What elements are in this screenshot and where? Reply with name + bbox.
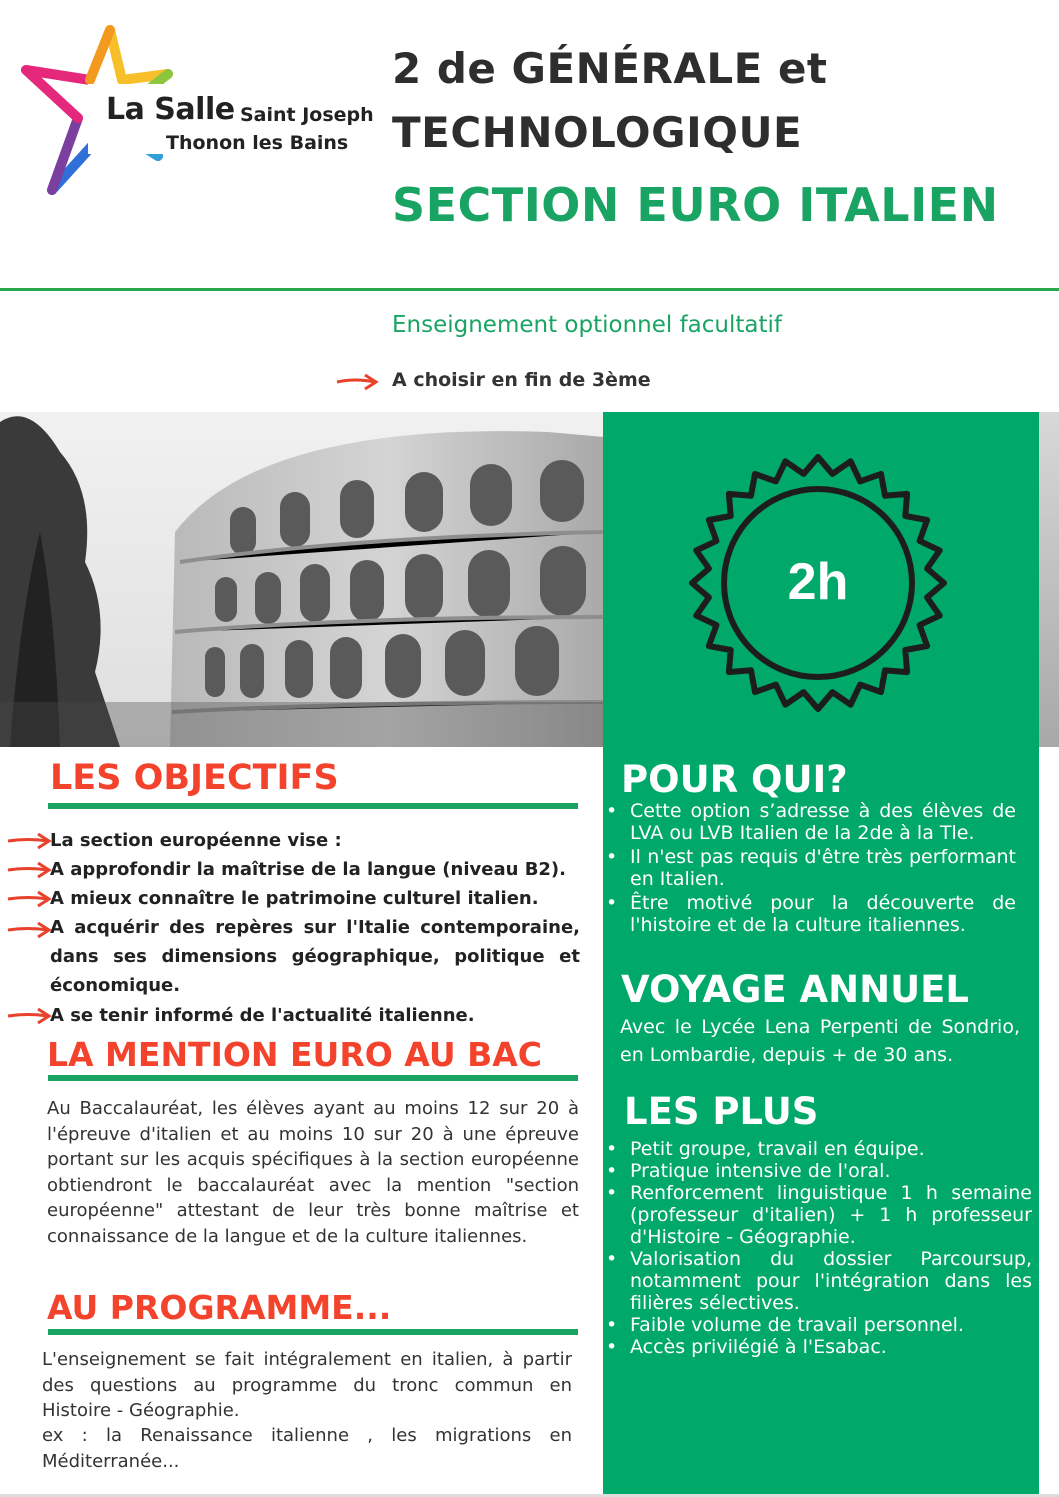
pour-qui-list xyxy=(606,800,1016,936)
photo-edge xyxy=(1038,412,1059,747)
objectif-item: A approfondir la maîtrise de la langue (niveau B2). xyxy=(50,859,566,880)
logo-school: Saint Joseph xyxy=(240,104,374,126)
les-plus-list xyxy=(606,1138,1032,1358)
list-item: • Cette option s’adresse à des élèves de LVA ou LVB Italien de la 2de à la Tle. xyxy=(606,800,1016,844)
list-item: • Valorisation du dossier Parcoursup, notamment pour l'intégration dans les filières sélectives. xyxy=(606,1248,1032,1314)
programme-heading: AU PROGRAMME... xyxy=(47,1288,392,1327)
voyage-text: Avec le Lycée Lena Perpenti de Sondrio, en Lombardie, depuis + de 30 ans. xyxy=(620,1016,1020,1066)
voyage-heading: VOYAGE ANNUEL xyxy=(621,968,969,1011)
list-item: • Renforcement linguistique 1 h semaine (professeur d'italien) + 1 h professeur d'Histoire - Géographie. xyxy=(606,1182,1032,1248)
programme-text: L'enseignement se fait intégralement en italien, à partir des questions au programme du tronc commun en Histoire - Géographie. xyxy=(42,1349,572,1421)
objectif-item: A acquérir des repères sur l'Italie contemporaine, dans ses dimensions géographique, politique et économique. xyxy=(50,917,580,996)
page-title-line2: TECHNOLOGIQUE xyxy=(392,108,803,157)
mention-text: Au Baccalauréat, les élèves ayant au moins 12 sur 20 à l'épreuve d'italien et au moins 10 sur 20 à une épreuve portant sur les acquis spécifiques à la section européenne obtiendront le baccalauréat avec la mention "section européenne" attestant de leur très bonne maîtrise et connaissance de la langue et de la culture italiennes. xyxy=(47,1098,579,1247)
objectif-intro: La section européenne vise : xyxy=(50,830,342,851)
arrow-right-icon xyxy=(335,372,379,396)
pour-qui-heading: POUR QUI? xyxy=(621,758,848,801)
logo-city: Thonon les Bains xyxy=(166,132,349,154)
list-item: • Faible volume de travail personnel. xyxy=(606,1314,1032,1336)
objectif-item: A se tenir informé de l'actualité italienne. xyxy=(50,1005,475,1026)
list-item: • Petit groupe, travail en équipe. xyxy=(606,1138,1032,1160)
choose-note: A choisir en fin de 3ème xyxy=(392,369,651,391)
arrow-right-icon xyxy=(6,1007,52,1029)
objectifs-heading: LES OBJECTIFS xyxy=(50,758,339,798)
objectifs-underline xyxy=(48,803,578,809)
list-item: • Être motivé pour la découverte de l'histoire et de la culture italiennes. xyxy=(606,892,1016,936)
programme-underline xyxy=(48,1329,578,1335)
logo-name: La Salle xyxy=(106,92,235,127)
header-divider xyxy=(0,288,1059,291)
list-item: • Accès privilégié à l'Esabac. xyxy=(606,1336,1032,1358)
hours-badge: 2h xyxy=(787,553,849,611)
arrow-right-icon xyxy=(6,921,52,943)
colosseum-photo xyxy=(0,412,604,747)
arrow-right-icon xyxy=(6,832,52,854)
page-title-line1: 2 de GÉNÉRALE et xyxy=(392,44,828,93)
arrow-right-icon xyxy=(6,861,52,883)
list-item: • Il n'est pas requis d'être très performant en Italien. xyxy=(606,846,1016,890)
list-item: • Pratique intensive de l'oral. xyxy=(606,1160,1032,1182)
page-title-section: SECTION EURO ITALIEN xyxy=(392,178,999,232)
arrow-right-icon xyxy=(6,890,52,912)
mention-underline xyxy=(48,1075,578,1081)
programme-example: ex : la Renaissance italienne , les migrations en Méditerranée... xyxy=(42,1425,572,1472)
objectif-item: A mieux connaître le patrimoine culturel italien. xyxy=(50,888,539,909)
logo xyxy=(18,22,378,202)
page-subtitle: Enseignement optionnel facultatif xyxy=(392,312,783,338)
mention-heading: LA MENTION EURO AU BAC xyxy=(47,1035,543,1074)
les-plus-heading: LES PLUS xyxy=(624,1090,819,1133)
